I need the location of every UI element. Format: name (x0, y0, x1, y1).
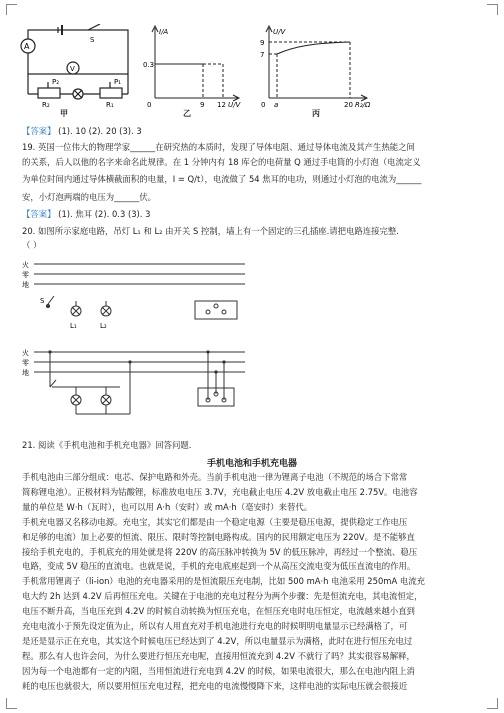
corner-mark (487, 4, 498, 15)
yi-y-label: I/A (159, 28, 169, 36)
voltmeter-label: V (70, 65, 75, 73)
answer-tag: 【答案】 (22, 209, 56, 219)
q19-line-3: 为单位时间内通过导体横截面积的电量，I = Q/t），电流做了 54 焦耳的电功，则通过小灯泡的电流为______ (22, 174, 422, 184)
q19-line-4: 安，小灯泡两端的电压为______伏。 (22, 192, 156, 202)
q21-article-line: 耗的电压也就很大，所以要用恒压充电过程，把充电的电流慢慢降下来，这样电池的实际电压就会很接近 (22, 680, 408, 691)
bing-x-label: R₂/Ω (355, 101, 371, 109)
wire-label-neutral: 零 (22, 359, 29, 367)
switch-label: S (90, 36, 95, 44)
slider-p2-label: P₂ (52, 78, 60, 86)
resistor-r1-label: R₁ (106, 101, 114, 109)
yi-y-tick: 0.3 (143, 61, 155, 69)
bing-origin: 0 (261, 101, 266, 109)
figure-jia-circuit (18, 24, 143, 109)
q21-article-line: 程。那么有人也许会问，为什么要进行恒压充电呢，直接用恒流充到 4.2V 不就行了吗？其实很容易解释， (22, 650, 415, 661)
figure-bing-caption: 丙 (312, 109, 320, 118)
bing-x-tick-20: 20 (344, 101, 353, 109)
corner-mark (6, 698, 17, 709)
q21-article-line: 简称锂电池）。正极材料为钴酸锂，标准放电电压 3.7V，充电截止电压 4.2V 放电截止电压 2.75V。电池容 (22, 486, 418, 497)
q21-article-line: 和足够的电流）加上必要的恒流、限压、限时等控制电路构成。国内的民用额定电压为 220V。是不能够直 (22, 531, 415, 542)
lamp-l2-label: L₂ (100, 322, 107, 330)
switch-label: S (40, 297, 45, 305)
q18-answer-line (22, 126, 484, 137)
q21-article-line: 电大约 2h 达到 4.2V 后再恒压充电。关键在于电池的充电过程分为两个步骤：先是恒流充电，其电流恒定， (22, 591, 423, 602)
q21-article-line: 手机常用锂离子（li-ion）电池的充电器采用的是恒流限压充电制，比如 500 mA·h 电池采用 250mA 电流充 (22, 576, 425, 587)
q20-line-1: 20. 如图所示家庭电路，吊灯 L₁ 和 L₂ 由开关 S 控制，墙上有一个固定的三孔插座.请把电路连接完整. (22, 226, 399, 236)
lamp-l1-label: L₁ (70, 322, 77, 330)
q21-article-line: 量的单位是 W·h（瓦时），也可以用 A·h（安时）或 mA·h（毫安时）来替代。 (22, 501, 313, 512)
q19-answer-text: (1). 焦耳 (2). 0.3 (3). 3 (58, 209, 151, 219)
q21-article-title: 手机电池和手机充电器 (206, 459, 297, 469)
slider-p1-label: P₁ (114, 78, 122, 86)
q19-line-1: 19. 英国一位伟大的物理学家______在研究热的本质时，发现了导体电阻、通过导体电流及其产生热能之间 (22, 142, 415, 152)
q21-article-line: 因为每一个电池都有一定的内阻，当用恒流进行充电到 4.2V 的时候，如果电流很大，那么在电池内阻上消 (22, 665, 415, 676)
q21-article-line: 电压不断升高，当电压充到 4.2V 的时候自动转换为恒压充电，在恒压充电时电压恒定，电流越来越小直到 (22, 606, 415, 617)
q18-answer-text: (1). 10 (2). 20 (3). 3 (58, 126, 142, 136)
q20-circuit-blank (20, 256, 250, 336)
figure-bing-graph (255, 24, 375, 114)
yi-x-tick-9: 9 (200, 101, 205, 109)
q20-circuit-answer (20, 342, 250, 432)
figure-yi-graph (143, 24, 243, 114)
figure-yi-caption: 乙 (183, 109, 191, 118)
figure-jia-caption: 甲 (60, 109, 68, 118)
bing-y-tick-9: 9 (260, 39, 265, 47)
wire-label-ground: 地 (22, 369, 29, 377)
q21-article-line: 是还是显示正在充电，其实这个时候电压已经达到了 4.2V，所以电量显示为满格，此时在进行恒压充电过 (22, 635, 413, 646)
yi-x-label: U/V (228, 101, 241, 109)
bing-y-label: U/V (273, 28, 286, 36)
wire-label-live: 火 (22, 261, 29, 269)
bing-x-tick-a: a (274, 101, 279, 109)
q19-line-2: 的关系，后人以他的名字来命名此规律。在 1 分钟内有 18 库仑的电荷量 Q 通过手电筒的小灯泡（电流定义 (22, 157, 421, 167)
bing-y-tick-7: 7 (260, 51, 265, 59)
ammeter-label: A (24, 42, 30, 51)
yi-origin: 0 (147, 101, 152, 109)
wire-label-live: 火 (22, 349, 29, 357)
q19-answer-line (22, 209, 484, 220)
q21-article-line: 手机充电器又名移动电源。充电宝，其实它们都是由一个稳定电源（主要是稳压电源，提供稳定工作电压 (22, 516, 408, 527)
q21-article-line: 接给手机充电的，手机底充的用处就是将 220V 的高压脉冲转换为 5V 的低压脉冲，再经过一个整流、稳压 (22, 546, 418, 557)
q21-article-line: 电路，变成 5V 稳压的直流电。也就是说，手机的充电底座起到一个从高压交流电变为低压直流电的作用。 (22, 561, 416, 572)
wire-label-ground: 地 (22, 281, 29, 289)
wire-label-neutral: 零 (22, 271, 29, 279)
resistor-r2-label: R₂ (42, 101, 50, 109)
q21-article-line: 手机电池由三部分组成：电芯、保护电路和外壳。当前手机电池一律为锂离子电池（不规范的场合下常常 (22, 472, 408, 482)
answer-tag: 【答案】 (22, 126, 56, 136)
q20-line-2: （ ） (22, 240, 42, 250)
q21-intro: 21. 阅读《手机电池和手机充电器》回答问题. (22, 440, 192, 450)
q21-article-line: 充电电流小于预先设定值为止，所以有人用直充对手机电池进行充电的时候明明电量显示已经满格了，可 (22, 621, 408, 631)
corner-mark (487, 698, 498, 709)
yi-x-tick-12: 12 (217, 101, 226, 109)
corner-mark (6, 4, 17, 15)
